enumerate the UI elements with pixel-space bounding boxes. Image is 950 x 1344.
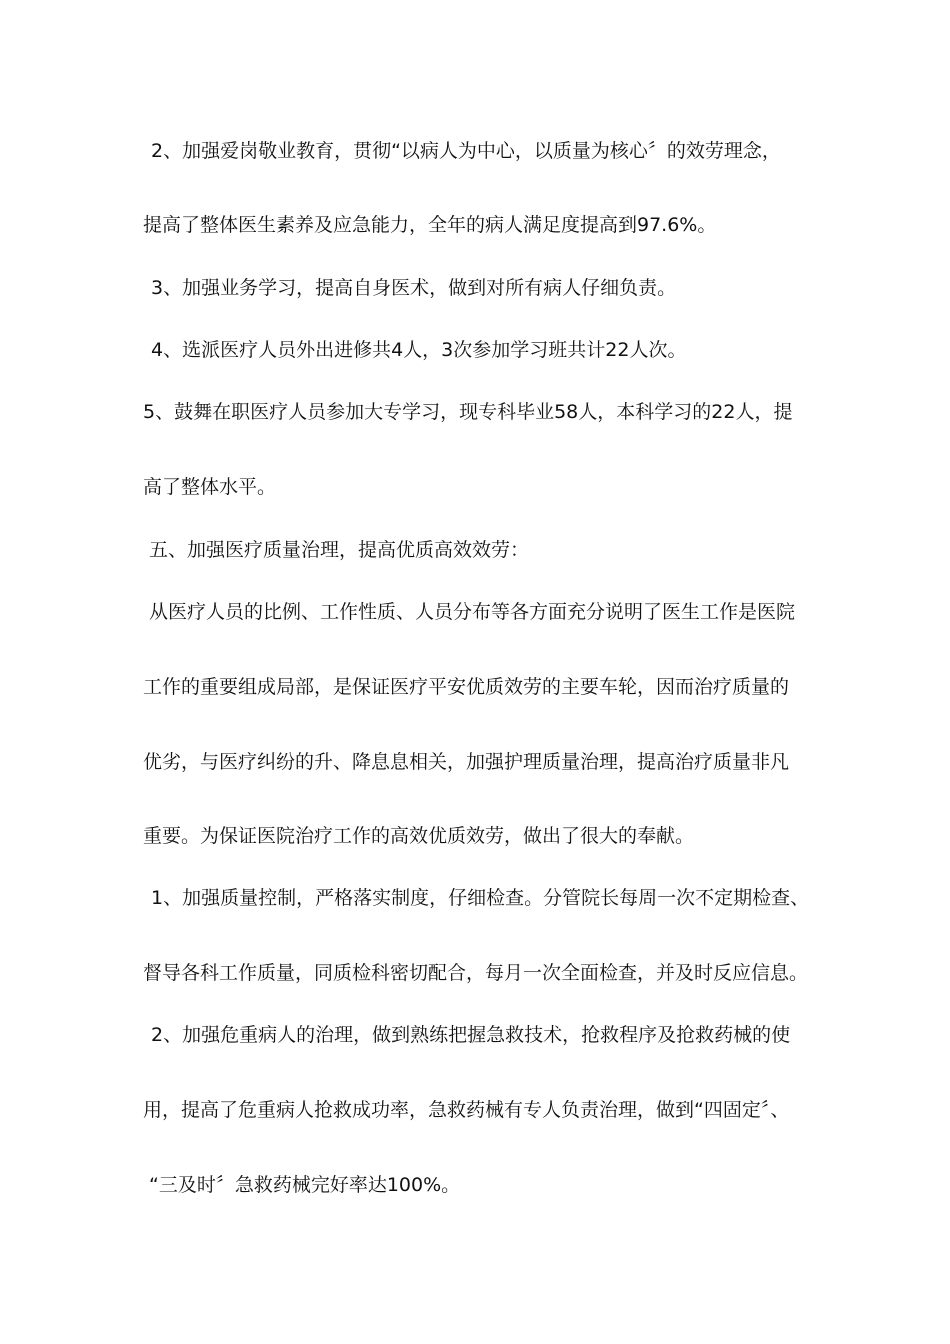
paragraph-line: 2、加强危重病人的治理，做到熟练把握急救技术，抢救程序及抢救药械的使 [151,1024,791,1046]
section-heading: 五、加强医疗质量治理，提高优质高效效劳： [149,539,530,561]
paragraph-line: 重要。为保证医院治疗工作的高效优质效劳，做出了很大的奉献。 [143,825,695,847]
paragraph-line: 工作的重要组成局部，是保证医疗平安优质效劳的主要车轮，因而治疗质量的 [143,676,790,698]
paragraph-line: 2、加强爱岗敬业教育，贯彻“以病人为中心，以质量为核心〞的效劳理念， [151,140,781,162]
paragraph-line: 5、鼓舞在职医疗人员参加大专学习，现专科毕业58人，本科学习的22人，提 [143,401,793,423]
paragraph-line: “三及时〞急救药械完好率达100%。 [149,1174,461,1196]
paragraph-line: 用，提高了危重病人抢救成功率，急救药械有专人负责治理，做到“四固定〞、 [143,1099,790,1121]
paragraph-line: 4、选派医疗人员外出进修共4人，3次参加学习班共计22人次。 [151,339,687,361]
paragraph-line: 提高了整体医生素养及应急能力，全年的病人满足度提高到97.6%。 [143,214,717,236]
paragraph-line: 优劣，与医疗纠纷的升、降息息相关，加强护理质量治理，提高治疗质量非凡 [143,751,790,773]
paragraph-line: 1、加强质量控制，严格落实制度，仔细检查。分管院长每周一次不定期检查、 [151,887,810,909]
paragraph-line: 从医疗人员的比例、工作性质、人员分布等各方面充分说明了医生工作是医院 [149,601,796,623]
paragraph-line: 高了整体水平。 [143,476,277,498]
paragraph-line: 3、加强业务学习，提高自身医术，做到对所有病人仔细负责。 [151,277,677,299]
paragraph-line: 督导各科工作质量，同质检科密切配合，每月一次全面检查，并及时反应信息。 [143,962,809,984]
